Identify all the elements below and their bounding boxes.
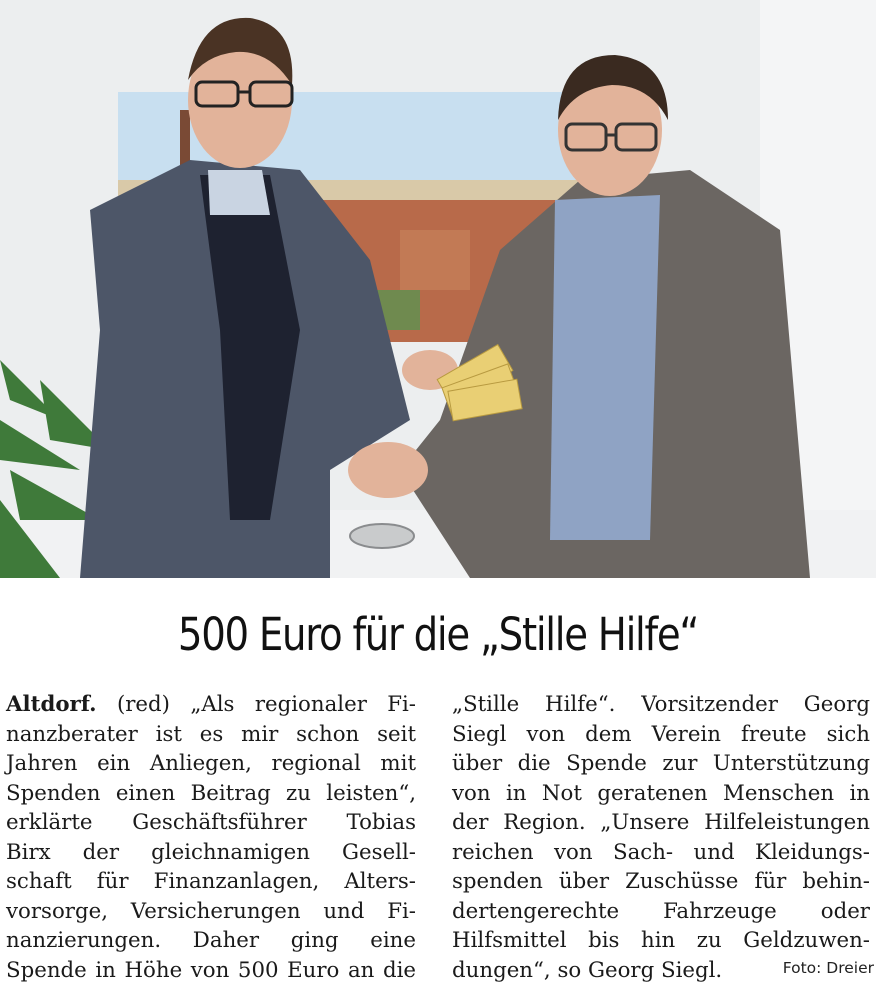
- text-line: reichen von Sach- und Kleidungs-: [452, 839, 870, 865]
- text-line: schaft für Finanzanlagen, Alters-: [6, 869, 416, 894]
- article-headline: 500 Euro für die „Stille Hilfe“: [177, 608, 699, 661]
- article-column-1: [6, 690, 416, 985]
- text-line: Spenden einen Beitrag zu leisten“,: [6, 780, 416, 806]
- text-line: von in Not geratenen Menschen in: [452, 780, 870, 806]
- text-line: spenden über Zuschüsse für behin-: [452, 869, 870, 894]
- text-line: der Region. „Unsere Hilfeleistungen: [452, 810, 870, 835]
- text-line: „Stille Hilfe“. Vorsitzender Georg: [452, 692, 870, 717]
- text-line: Birx der gleichnamigen Gesell-: [6, 839, 416, 865]
- text-line: Hilfsmittel bis hin zu Geldzuwen-: [452, 928, 870, 953]
- text-line: erklärte Geschäftsführer Tobias: [6, 810, 416, 835]
- text-line: Siegl von dem Verein freute sich: [452, 721, 870, 747]
- text-line: dungen“, so Georg Siegl.: [452, 957, 723, 983]
- dateline: Altdorf.: [6, 692, 97, 717]
- article-column-2: [452, 690, 870, 985]
- photo-credit: Foto: Dreier: [782, 959, 874, 977]
- text-line: Jahren ein Anliegen, regional mit: [6, 751, 416, 776]
- text-line: über die Spende zur Unterstützung: [452, 751, 870, 776]
- text-line: Spende in Höhe von 500 Euro an die: [6, 957, 416, 983]
- text-line: nanzierungen. Daher ging eine: [6, 928, 416, 953]
- text-line: (red) „Als regionaler Fi-: [96, 692, 416, 717]
- text-line: nanzberater ist es mir schon seit: [6, 721, 416, 747]
- text-line: vorsorge, Versicherungen und Fi-: [6, 898, 416, 924]
- text-line: dertengerechte Fahrzeuge oder: [452, 898, 870, 924]
